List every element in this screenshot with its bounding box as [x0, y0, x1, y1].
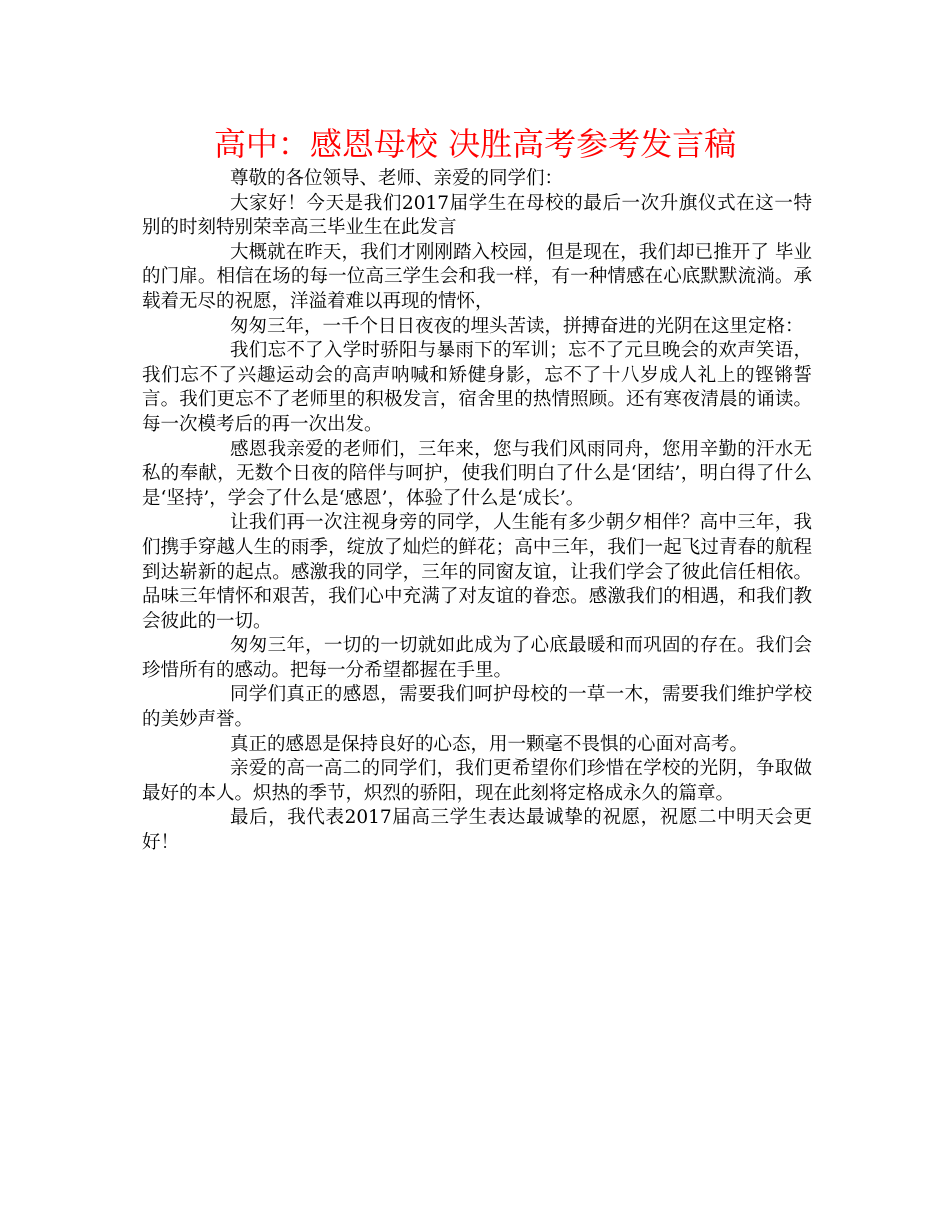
paragraph-closing: 最后，我代表2017届高三学生表达最诚挚的祝愿，祝愿二中明天会更好！ — [142, 807, 812, 854]
paragraph: 同学们真正的感恩，需要我们呵护母校的一草一木，需要我们维护学校的美妙声誉。 — [142, 684, 812, 731]
paragraph: 感恩我亲爱的老师们，三年来，您与我们风雨同舟，您用辛勤的汗水无私的奉献，无数个日夜的陪伴与呵护，使我们明白了什么是‘团结’，明白得了什么是‘坚持’，学会了什么是‘感恩’，体验了什么是‘成长’。 — [142, 438, 812, 509]
paragraph: 大家好！今天是我们2017届学生在母校的最后一次升旗仪式在这一特别的时刻特别荣幸高三毕业生在此发言 — [142, 192, 812, 239]
paragraph: 我们忘不了入学时骄阳与暴雨下的军训；忘不了元旦晚会的欢声笑语，我们忘不了兴趣运动会的高声呐喊和矫健身影，忘不了十八岁成人礼上的铿锵誓言。我们更忘不了老师里的积极发言，宿舍里的热情照顾。还有寒夜清晨的诵读。每一次模考后的再一次出发。 — [142, 340, 812, 435]
paragraph: 让我们再一次注视身旁的同学，人生能有多少朝夕相伴？高中三年，我们携手穿越人生的雨季，绽放了灿烂的鲜花；高中三年，我们一起飞过青春的航程到达崭新的起点。感激我的同学，三年的同窗友谊，让我们学会了彼此信任相依。品味三年情怀和艰苦，我们心中充满了对友谊的眷恋。感激我们的相遇，和我们教会彼此的一切。 — [142, 512, 812, 632]
document-body — [142, 167, 812, 856]
paragraph: 真正的感恩是保持良好的心态，用一颗毫不畏惧的心面对高考。 — [230, 733, 749, 755]
paragraph: 匆匆三年，一千个日日夜夜的埋头苦读，拼搏奋进的光阴在这里定格： — [230, 315, 804, 337]
paragraph: 亲爱的高一高二的同学们，我们更希望你们珍惜在学校的光阴，争取做最好的本人。炽热的季节，炽烈的骄阳，现在此刻将定格成永久的篇章。 — [142, 758, 812, 804]
document-title: 高中：感恩母校 决胜高考参考发言稿 — [213, 125, 737, 163]
paragraph: 大概就在昨天，我们才刚刚踏入校园，但是现在，我们却已推开了 毕业的门扉。相信在场的每一位高三学生会和我一样，有一种情感在心底默默流淌。承载着无尽的祝愿，洋溢着难以再现的情怀， — [142, 241, 812, 312]
paragraph-greeting: 尊敬的各位领导、老师、亲爱的同学们： — [230, 168, 564, 189]
paragraph: 匆匆三年，一切的一切就如此成为了心底最暖和而巩固的存在。我们会珍惜所有的感动。把每一分希望都握在手里。 — [142, 635, 812, 681]
